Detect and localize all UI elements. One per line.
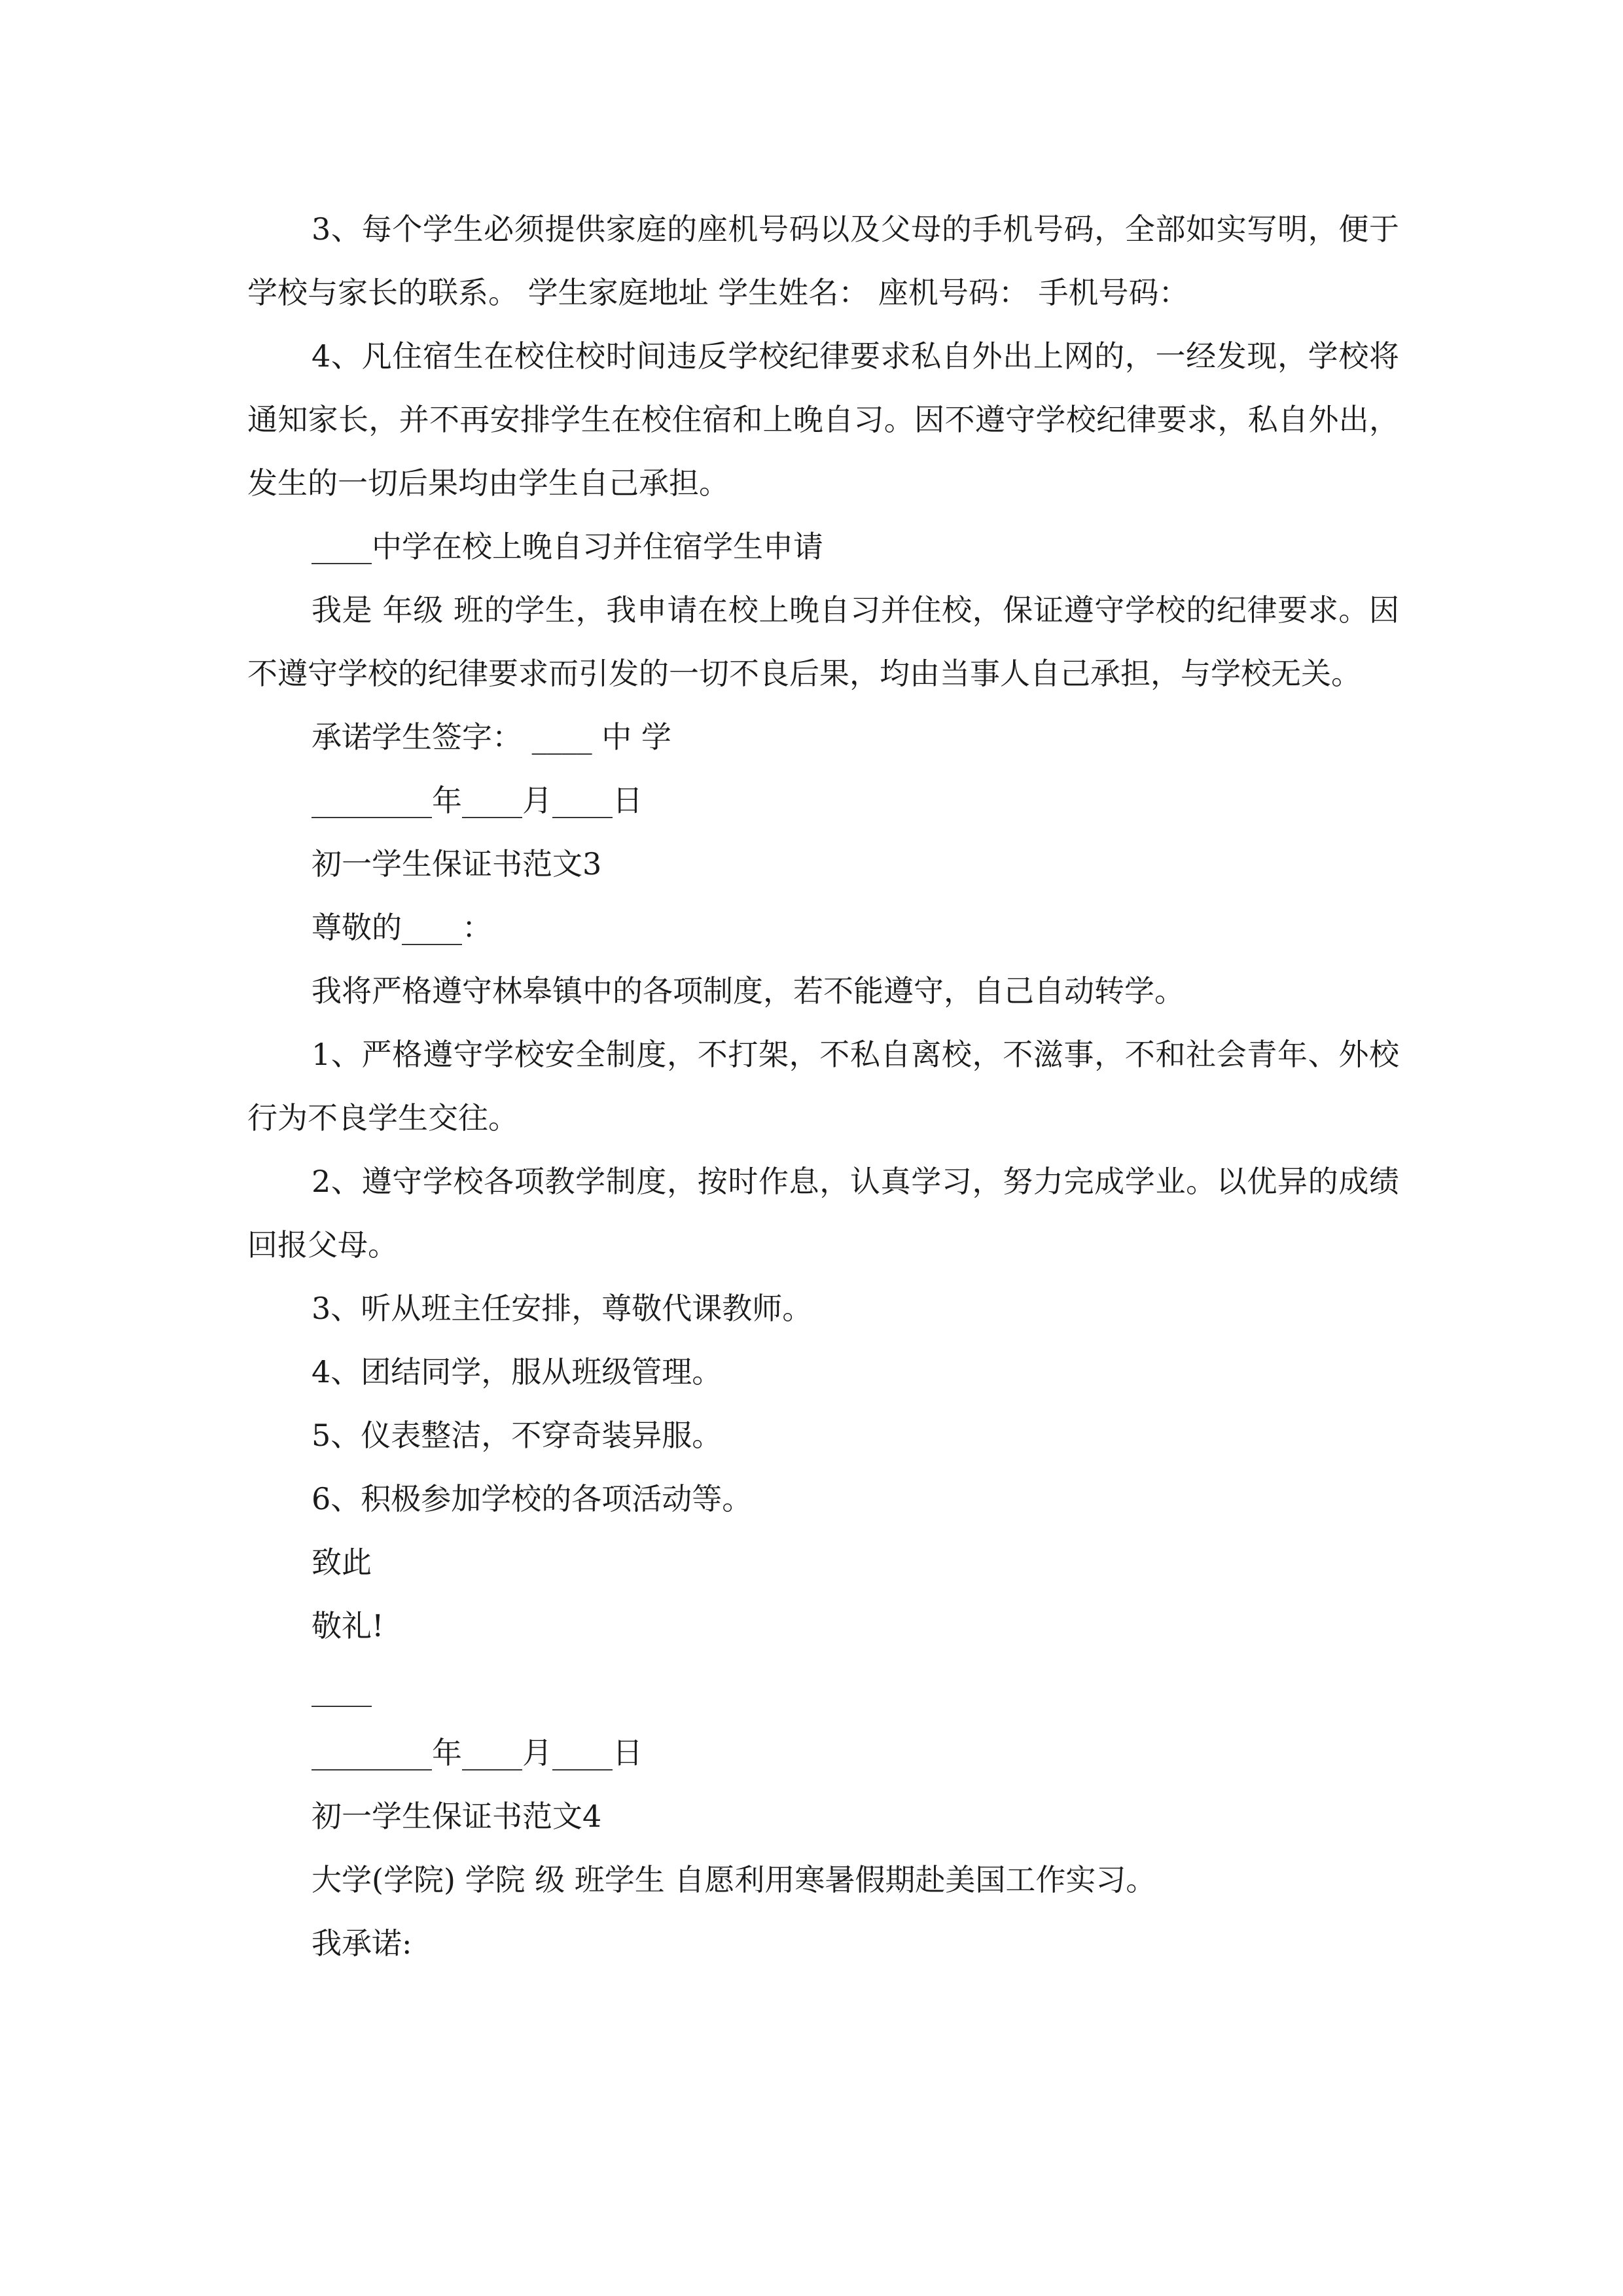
- closing-salute: 敬礼!: [312, 1608, 384, 1643]
- date-line-2: ________年____月____日: [312, 1735, 643, 1770]
- pledge-item-1: 1、严格遵守学校安全制度，不打架，不私自离校，不滋事，不和社会青年、外校行为不良学生交往。: [247, 1037, 1399, 1136]
- pledge-item-6: 6、积极参加学校的各项活动等。: [312, 1481, 753, 1516]
- internship-statement: 大学(学院) 学院 级 班学生 自愿利用寒暑假期赴美国工作实习。: [312, 1862, 1156, 1897]
- pledge-item-5: 5、仪表整洁，不穿奇装异服。: [312, 1418, 722, 1453]
- promise-heading: 我承诺:: [312, 1926, 412, 1961]
- signature-line: 承诺学生签字： ____ 中 学: [312, 719, 671, 755]
- pledge-item-2: 2、遵守学校各项教学制度，按时作息，认真学习，努力完成学业。以优异的成绩回报父母。: [247, 1164, 1399, 1263]
- document-page: [247, 198, 1399, 1975]
- pledge-intro: 我将严格遵守林皋镇中的各项制度，若不能遵守，自己自动转学。: [312, 973, 1185, 1009]
- signer-blank: ____: [312, 1672, 372, 1707]
- application-heading: ____中学在校上晚自习并住宿学生申请: [312, 529, 823, 564]
- paragraph-item-3-contact: 3、每个学生必须提供家庭的座机号码以及父母的手机号码，全部如实写明，便于学校与家长的联系。 学生家庭地址 学生姓名： 座机号码： 手机号码：: [247, 211, 1399, 310]
- section-title-3: 初一学生保证书范文3: [312, 846, 602, 882]
- date-line: ________年____月____日: [312, 783, 643, 818]
- pledge-item-4: 4、团结同学，服从班级管理。: [312, 1354, 722, 1390]
- section-title-4: 初一学生保证书范文4: [312, 1799, 602, 1834]
- pledge-item-3: 3、听从班主任安排，尊敬代课教师。: [312, 1291, 813, 1326]
- closing-line: 致此: [312, 1545, 372, 1580]
- paragraph-item-4-discipline: 4、凡住宿生在校住校时间违反学校纪律要求私自外出上网的，一经发现，学校将通知家长，并不再安排学生在校住宿和上晚自习。因不遵守学校纪律要求，私自外出，发生的一切后果均由学生自己承担。: [247, 338, 1399, 501]
- salutation: 尊敬的____：: [312, 910, 492, 945]
- application-body: 我是 年级 班的学生，我申请在校上晚自习并住校，保证遵守学校的纪律要求。因不遵守学校的纪律要求而引发的一切不良后果，均由当事人自己承担，与学校无关。: [247, 592, 1399, 691]
